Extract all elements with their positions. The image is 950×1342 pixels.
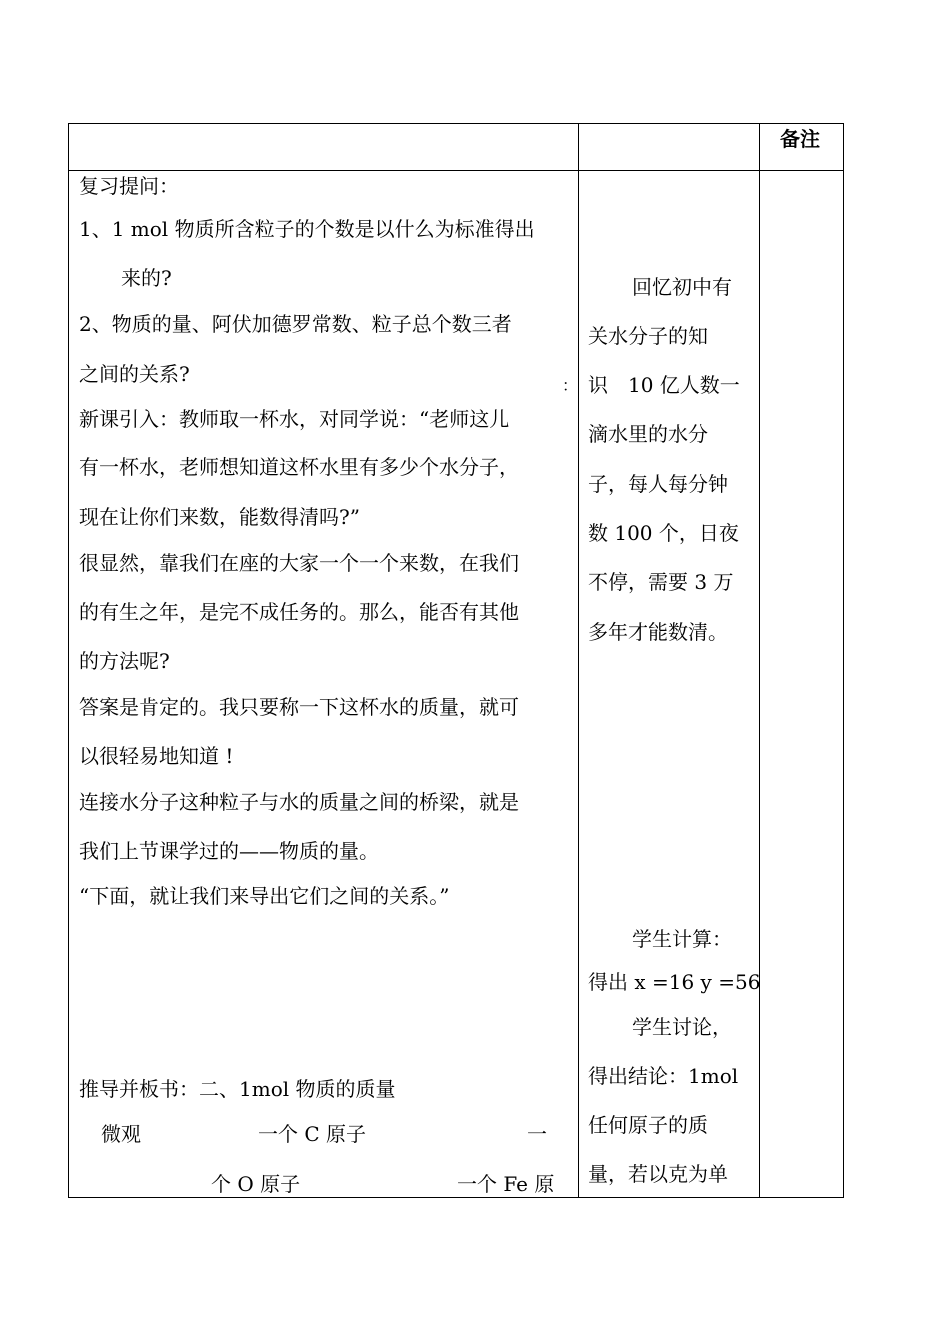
question-1-line-2: 来的?: [121, 266, 172, 290]
remarks-header: 备注: [780, 127, 820, 151]
one-label: 一: [527, 1122, 547, 1146]
calc-line-2: 得出 x =16 y =56: [588, 970, 761, 994]
explain-line-1: 很显然，靠我们在座的大家一个一个来数，在我们: [79, 551, 519, 575]
answer-line-1: 答案是肯定的。我只要称一下这杯水的质量，就可: [79, 695, 519, 719]
calc-line-1: 学生计算：: [632, 927, 732, 951]
discuss-line-3: 任何原子的质: [588, 1113, 708, 1137]
explain-line-3: 的方法呢?: [79, 649, 170, 673]
intro-line-1: 新课引入：教师取一杯水，对同学说：“老师这儿: [79, 407, 510, 431]
bridge-line-1: 连接水分子这种粒子与水的质量之间的桥梁，就是: [79, 790, 519, 814]
discuss-line-2: 得出结论：1mol: [588, 1064, 739, 1088]
column-divider-2: [759, 124, 760, 1197]
answer-line-2: 以很轻易地知道 !: [79, 744, 234, 768]
question-2-line-2: 之间的关系?: [79, 362, 190, 386]
question-1-line-1: 1、1 mol 物质所含粒子的个数是以什么为标准得出: [79, 217, 535, 241]
explain-line-2: 的有生之年，是完不成任务的。那么，能否有其他: [79, 600, 519, 624]
note-line-1: 回忆初中有: [632, 275, 732, 299]
discuss-line-4: 量，若以克为单: [588, 1162, 728, 1186]
micro-label: 微观: [101, 1122, 141, 1146]
board-title: 推导并板书：二、1mol 物质的质量: [79, 1077, 396, 1101]
note-line-4: 滴水里的水分: [588, 422, 708, 446]
note-line-2: 关水分子的知: [588, 324, 708, 348]
intro-line-3: 现在让你们来数，能数得清吗?”: [79, 505, 360, 529]
question-2-line-1: 2、物质的量、阿伏加德罗常数、粒子总个数三者: [79, 312, 512, 336]
discuss-line-1: 学生讨论，: [632, 1015, 732, 1039]
column-divider-1: [578, 124, 579, 1197]
fe-atom-label: 一个 Fe 原: [457, 1172, 555, 1196]
review-question-title: 复习提问：: [79, 174, 179, 198]
note-line-8: 多年才能数清。: [588, 620, 728, 644]
stray-colon: ：: [562, 376, 579, 395]
header-row-divider: [69, 170, 843, 171]
derive-prompt: “下面，就让我们来导出它们之间的关系。”: [79, 884, 450, 908]
intro-line-2: 有一杯水，老师想知道这杯水里有多少个水分子，: [79, 455, 519, 479]
note-line-5: 子，每人每分钟: [588, 472, 728, 496]
o-atom-label: 个 O 原子: [211, 1172, 301, 1196]
note-line-7: 不停，需要 3 万: [588, 570, 734, 594]
note-line-6: 数 100 个，日夜: [588, 521, 739, 545]
note-line-3: 识 10 亿人数一: [588, 373, 740, 397]
bridge-line-2: 我们上节课学过的——物质的量。: [79, 839, 379, 863]
c-atom-label: 一个 C 原子: [258, 1122, 367, 1146]
